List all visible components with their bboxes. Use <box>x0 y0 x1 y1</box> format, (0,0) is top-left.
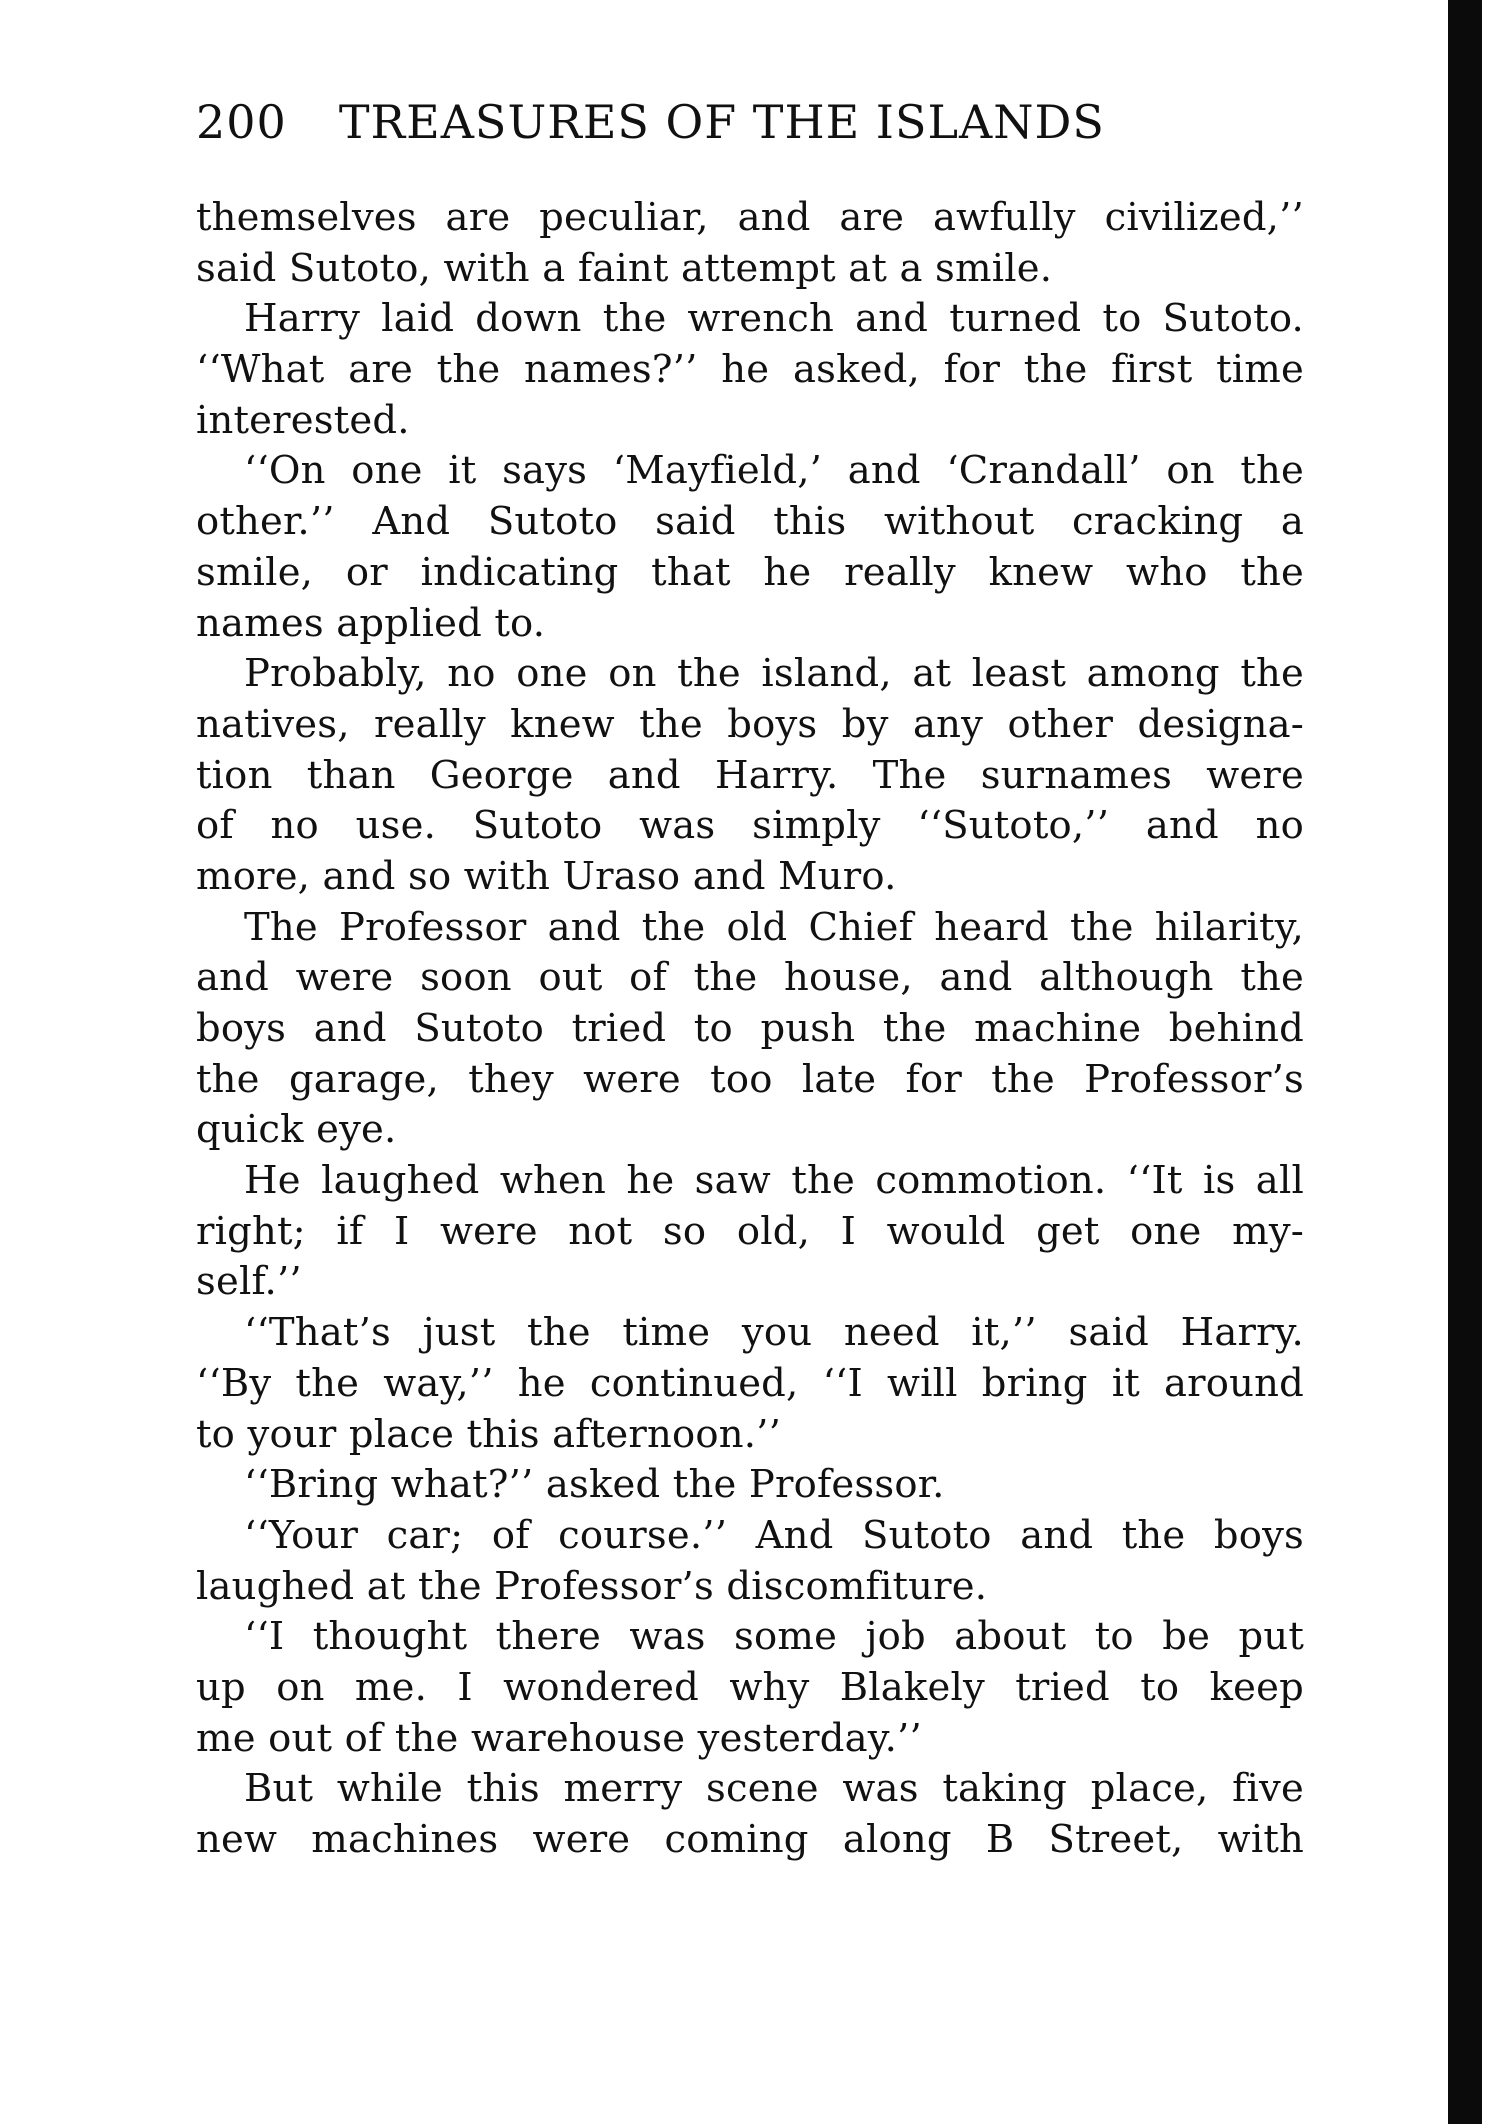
text-line: natives, really knew the boys by any other designa- <box>196 701 1304 747</box>
text-line: smile, or indicating that he really knew who the <box>196 549 1304 595</box>
text-line: ‘‘Your car; of course.’’ And Sutoto and the boys <box>244 1512 1304 1558</box>
text-line: ‘‘What are the names?’’ he asked, for the first time <box>196 347 1304 393</box>
text-line: to your place this afternoon.’’ <box>196 1411 782 1457</box>
text-line: names applied to. <box>196 600 546 646</box>
text-line: themselves are peculiar, and are awfully civilized,’’ <box>196 195 1304 240</box>
text-line: Probably, no one on the island, at least among the <box>244 651 1304 697</box>
text-line: interested. <box>196 397 410 443</box>
text-line: ‘‘On one it says ‘Mayfield,’ and ‘Crandall’ on the <box>244 448 1304 494</box>
text-line: right; if I were not so old, I would get one my- <box>196 1208 1304 1254</box>
text-line: But while this merry scene was taking place, five <box>244 1766 1304 1812</box>
text-line: boys and Sutoto tried to push the machine behind <box>196 1006 1304 1051</box>
text-line: laughed at the Professor’s discomfiture. <box>196 1563 988 1609</box>
text-line: tion than George and Harry. The surnames were <box>196 752 1304 798</box>
text-line: The Professor and the old Chief heard the hilarity, <box>244 904 1304 950</box>
text-line: self.’’ <box>196 1259 302 1305</box>
text-line: other.’’ And Sutoto said this without cracking a <box>196 499 1304 545</box>
text-line: more, and so with Uraso and Muro. <box>196 853 897 899</box>
text-line: ‘‘That’s just the time you need it,’’ said Harry. <box>244 1310 1304 1356</box>
text-line: ‘‘Bring what?’’ asked the Professor. <box>244 1462 945 1508</box>
text-line: He laughed when he saw the commotion. ‘‘It is all <box>244 1158 1304 1204</box>
text-line: of no use. Sutoto was simply ‘‘Sutoto,’’ and no <box>196 803 1304 849</box>
text-line: quick eye. <box>196 1107 397 1153</box>
text-line: up on me. I wondered why Blakely tried to keep <box>196 1664 1304 1710</box>
page-number: 200 <box>196 95 287 149</box>
text-line: and were soon out of the house, and although the <box>196 955 1304 1001</box>
page-binding-shadow <box>1448 0 1482 2124</box>
text-line: the garage, they were too late for the Professor’s <box>196 1056 1304 1102</box>
running-header <box>196 95 1296 149</box>
text-line: Harry laid down the wrench and turned to Sutoto. <box>244 296 1304 342</box>
page-body-text <box>196 193 1304 1866</box>
text-line: new machines were coming along B Street, with <box>196 1817 1304 1862</box>
text-line: me out of the warehouse yesterday.’’ <box>196 1715 922 1761</box>
text-line: said Sutoto, with a faint attempt at a smile. <box>196 245 1053 291</box>
running-title: TREASURES OF THE ISLANDS <box>338 95 1105 149</box>
text-line: ‘‘I thought there was some job about to be put <box>244 1614 1304 1660</box>
text-line: ‘‘By the way,’’ he continued, ‘‘I will bring it around <box>196 1360 1304 1406</box>
